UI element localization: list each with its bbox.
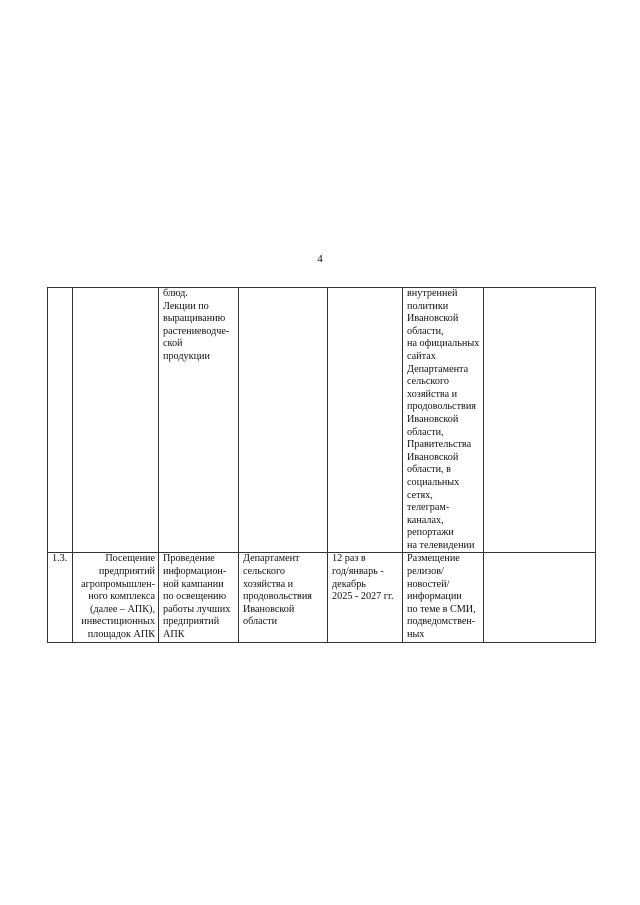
responsible-cell [239,288,328,553]
period-cell [328,288,403,553]
plan-table [47,287,596,643]
event-cell [73,288,159,553]
responsible-cell: Департамент сельского хозяйства и продовольствия Ивановской области [239,553,328,642]
period-cell: 12 раз в год/январь - декабрь 2025 - 2027 гг. [328,553,403,642]
content-cell: Проведение информацион- ной кампании по освещению работы лучших предприятий АПК [159,553,239,642]
row-number-cell [48,288,73,553]
content-cell: блюд. Лекции по выращиванию растениеводче- ской продукции [159,288,239,553]
page-number: 4 [317,253,323,265]
notes-cell [484,553,596,642]
coverage-cell: Размещение релизов/ новостей/ информации по теме в СМИ, подведомствен- ных [403,553,484,642]
notes-cell [484,288,596,553]
event-cell: Посещение предприятий агропромышлен- ного комплекса (далее – АПК), инвестиционных площадок АПК [73,553,159,642]
coverage-cell: внутренней политики Ивановской области, на официальных сайтах Департамента сельского хозяйства и продовольствия Ивановской области, Правительства Ивановской области, в социальных сетях, телеграм- каналах, репортажи на телевидении [403,288,484,553]
table-row [48,288,596,553]
table-row [48,553,596,642]
row-number-cell: 1.3. [48,553,73,642]
